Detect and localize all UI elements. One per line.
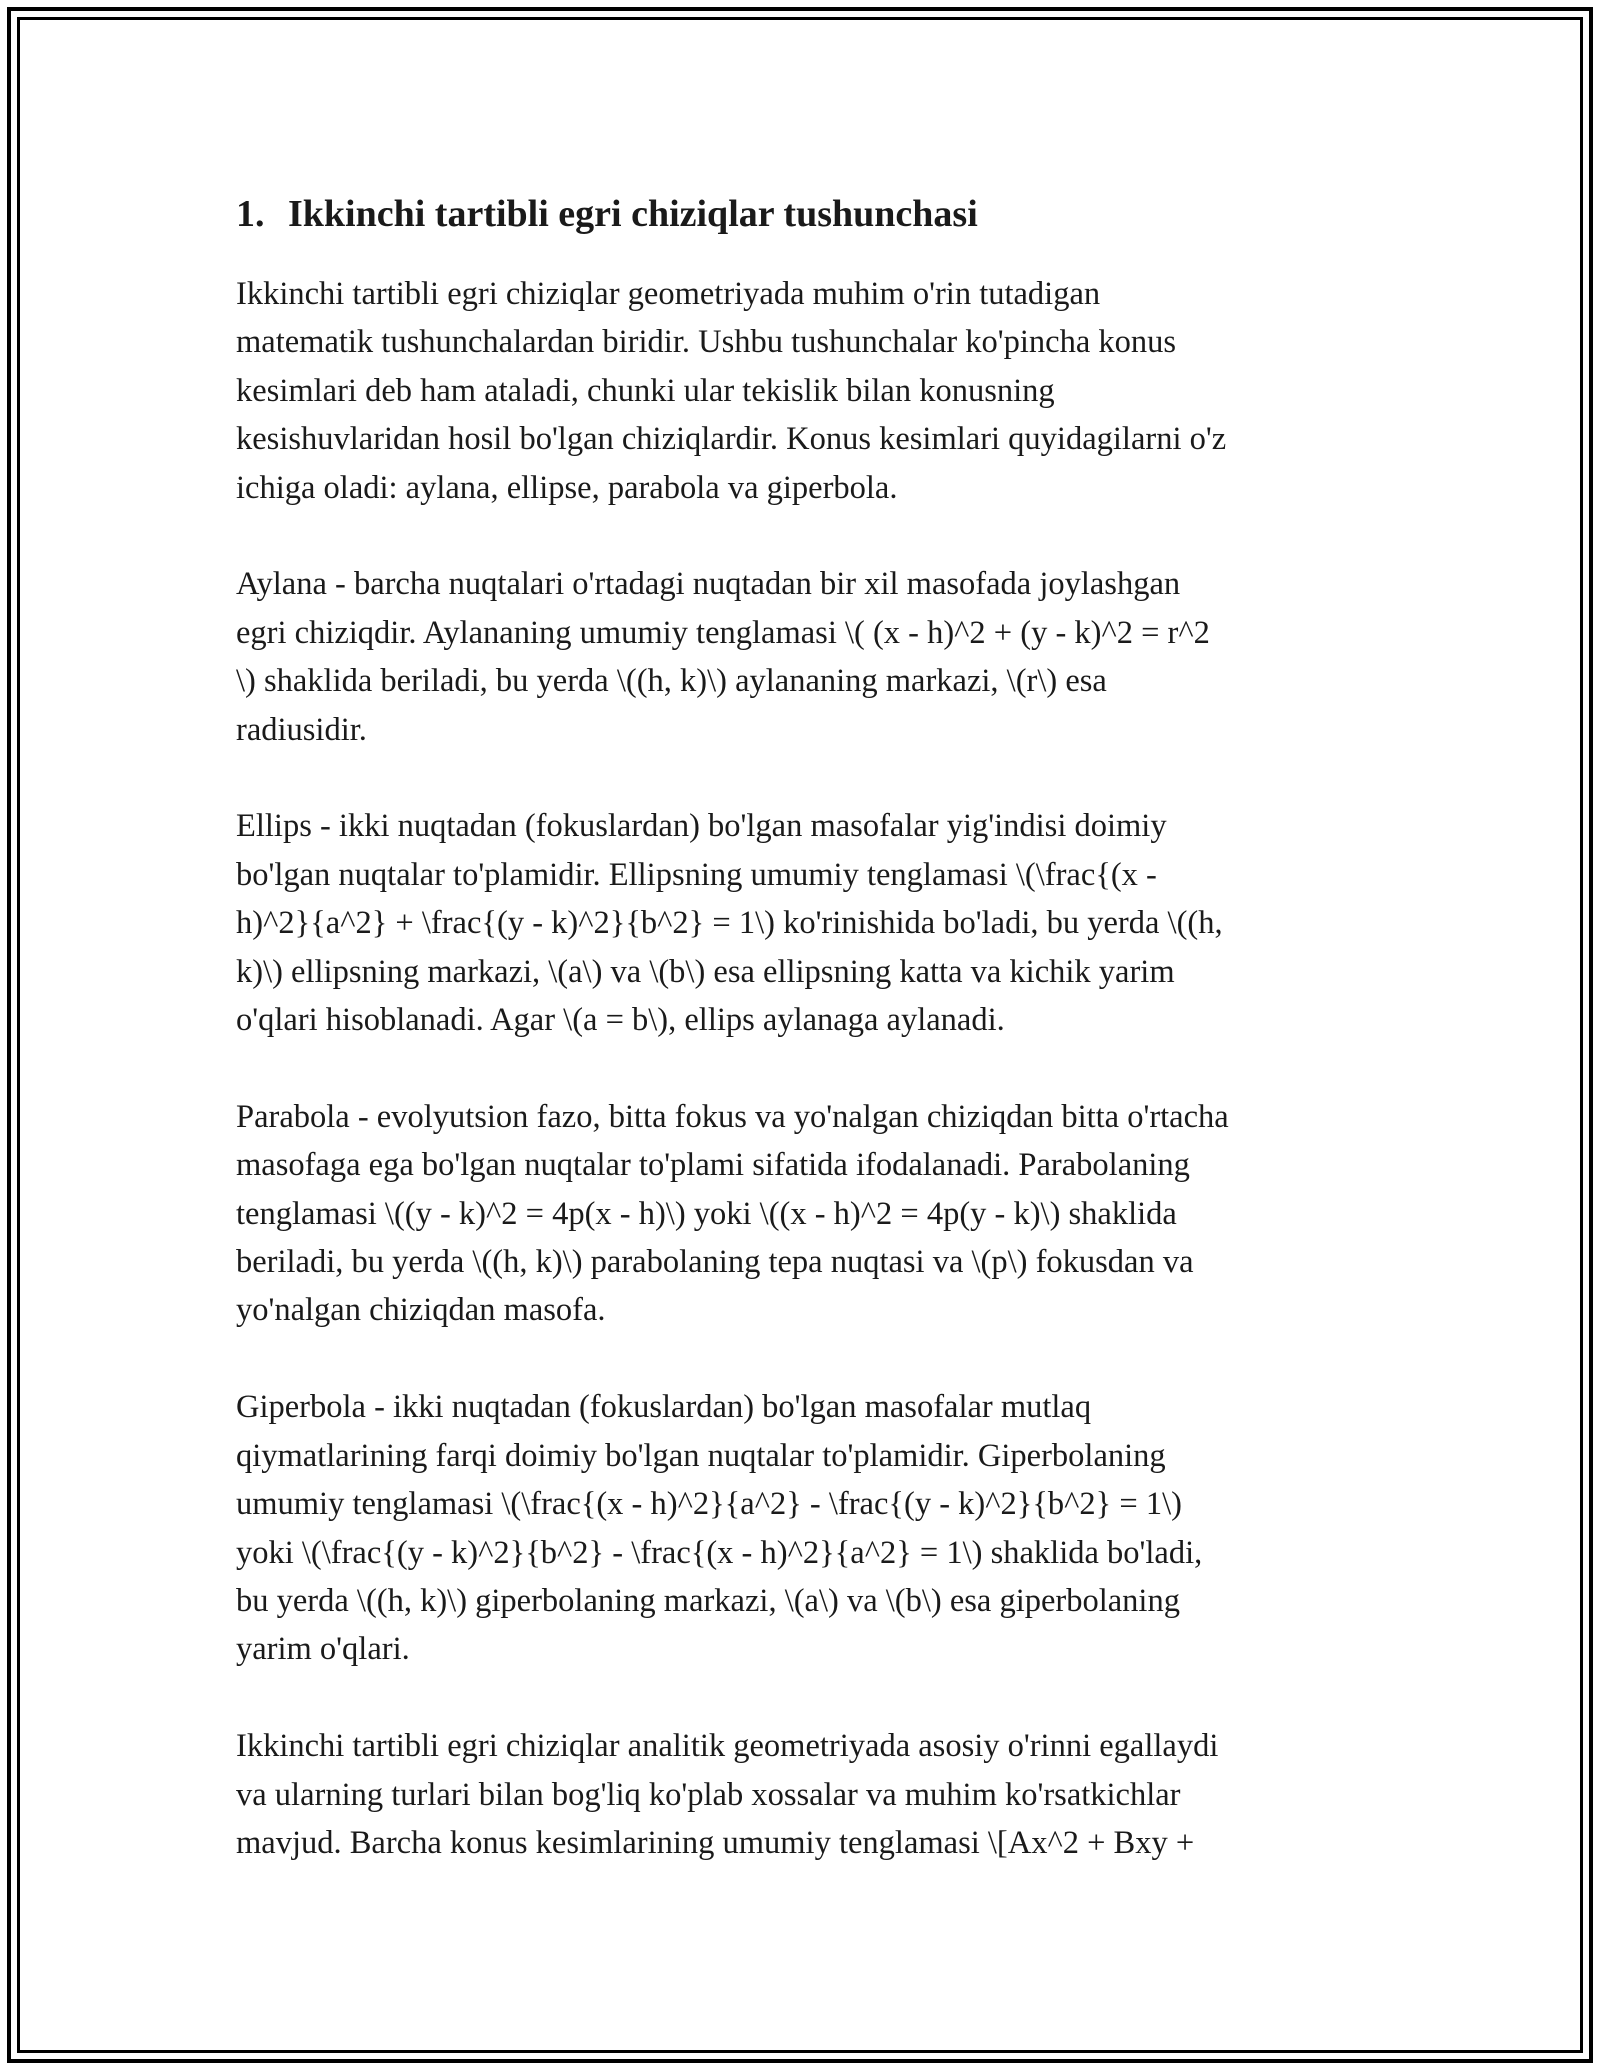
- paragraph-line: yo'nalgan chiziqdan masofa.: [236, 1292, 606, 1329]
- paragraph-line: Giperbola - ikki nuqtadan (fokuslardan) bo'lgan masofalar mutlaq: [236, 1389, 1092, 1426]
- paragraph-line: masofaga ega bo'lgan nuqtalar to'plami sifatida ifodalanadi. Parabolaning: [236, 1147, 1190, 1184]
- paragraph: [236, 1383, 1366, 1673]
- paragraph-line: radiusidir.: [236, 711, 367, 748]
- paragraph: [236, 270, 1366, 512]
- paragraph-line: bo'lgan nuqtalar to'plamidir. Ellipsning umumiy tenglamasi \(\frac{(x -: [236, 856, 1157, 893]
- paragraph: [236, 560, 1366, 754]
- paragraph-line: Parabola - evolyutsion fazo, bitta fokus va yo'nalgan chiziqdan bitta o'rtacha: [236, 1098, 1229, 1135]
- paragraph-line: Ikkinchi tartibli egri chiziqlar geometriyada muhim o'rin tutadigan: [236, 276, 1101, 312]
- paragraph-line: yarim o'qlari.: [236, 1631, 410, 1668]
- paragraph: [236, 1722, 1366, 1867]
- section-title: Ikkinchi tartibli egri chiziqlar tushunchasi: [288, 193, 978, 235]
- paragraph-line: umumiy tenglamasi \(\frac{(x - h)^2}{a^2} - \frac{(y - k)^2}{b^2} = 1\): [236, 1486, 1182, 1523]
- paragraph-line: Aylana - barcha nuqtalari o'rtadagi nuqtadan bir xil masofada joylashgan: [236, 566, 1181, 603]
- paragraph-line: kesimlari deb ham ataladi, chunki ular tekislik bilan konusning: [236, 372, 1055, 409]
- paragraph-line: yoki \(\frac{(y - k)^2}{b^2} - \frac{(x - h)^2}{a^2} = 1\) shaklida bo'ladi,: [236, 1534, 1203, 1571]
- paragraph-line: mavjud. Barcha konus kesimlarining umumiy tenglamasi \[Ax^2 + Bxy +: [236, 1824, 1195, 1861]
- section-heading: [236, 188, 1366, 240]
- paragraph-line: Ellips - ikki nuqtadan (fokuslardan) bo'lgan masofalar yig'indisi doimiy: [236, 808, 1167, 845]
- paragraph-line: ichiga oladi: aylana, ellipse, parabola va giperbola.: [236, 469, 898, 506]
- paragraph-line: bu yerda \((h, k)\) giperbolaning markazi, \(a\) va \(b\) esa giperbolaning: [236, 1582, 1180, 1619]
- paragraph-line: k)\) ellipsning markazi, \(a\) va \(b\) esa ellipsning katta va kichik yarim: [236, 953, 1175, 990]
- paragraph-line: o'qlari hisoblanadi. Agar \(a = b\), ellips aylanaga aylanadi.: [236, 1002, 1005, 1039]
- paragraph-list: [236, 270, 1366, 1867]
- section-number: 1.: [236, 193, 265, 235]
- paragraph: [236, 1093, 1366, 1335]
- paragraph-line: Ikkinchi tartibli egri chiziqlar analitik geometriyada asosiy o'rinni egallaydi: [236, 1728, 1219, 1765]
- paragraph-line: h)^2}{a^2} + \frac{(y - k)^2}{b^2} = 1\) ko'rinishida bo'ladi, bu yerda \((h,: [236, 905, 1223, 942]
- paragraph-line: egri chiziqdir. Aylananing umumiy tenglamasi \( (x - h)^2 + (y - k)^2 = r^2: [236, 614, 1210, 651]
- paragraph-line: va ularning turlari bilan bog'liq ko'plab xossalar va muhim ko'rsatkichlar: [236, 1776, 1181, 1813]
- paragraph-line: qiymatlarining farqi doimiy bo'lgan nuqtalar to'plamidir. Giperbolaning: [236, 1437, 1166, 1474]
- paragraph-line: matematik tushunchalardan biridir. Ushbu tushunchalar ko'pincha konus: [236, 324, 1177, 361]
- paragraph-line: \) shaklida beriladi, bu yerda \((h, k)\) aylananing markazi, \(r\) esa: [236, 663, 1107, 700]
- document-body: [236, 188, 1366, 1867]
- paragraph-line: beriladi, bu yerda \((h, k)\) parabolaning tepa nuqtasi va \(p\) fokusdan va: [236, 1244, 1194, 1281]
- paragraph: [236, 802, 1366, 1044]
- paragraph-line: tenglamasi \((y - k)^2 = 4p(x - h)\) yoki \((x - h)^2 = 4p(y - k)\) shaklida: [236, 1195, 1177, 1232]
- paragraph-line: kesishuvlaridan hosil bo'lgan chiziqlardir. Konus kesimlari quyidagilarni o'z: [236, 421, 1227, 458]
